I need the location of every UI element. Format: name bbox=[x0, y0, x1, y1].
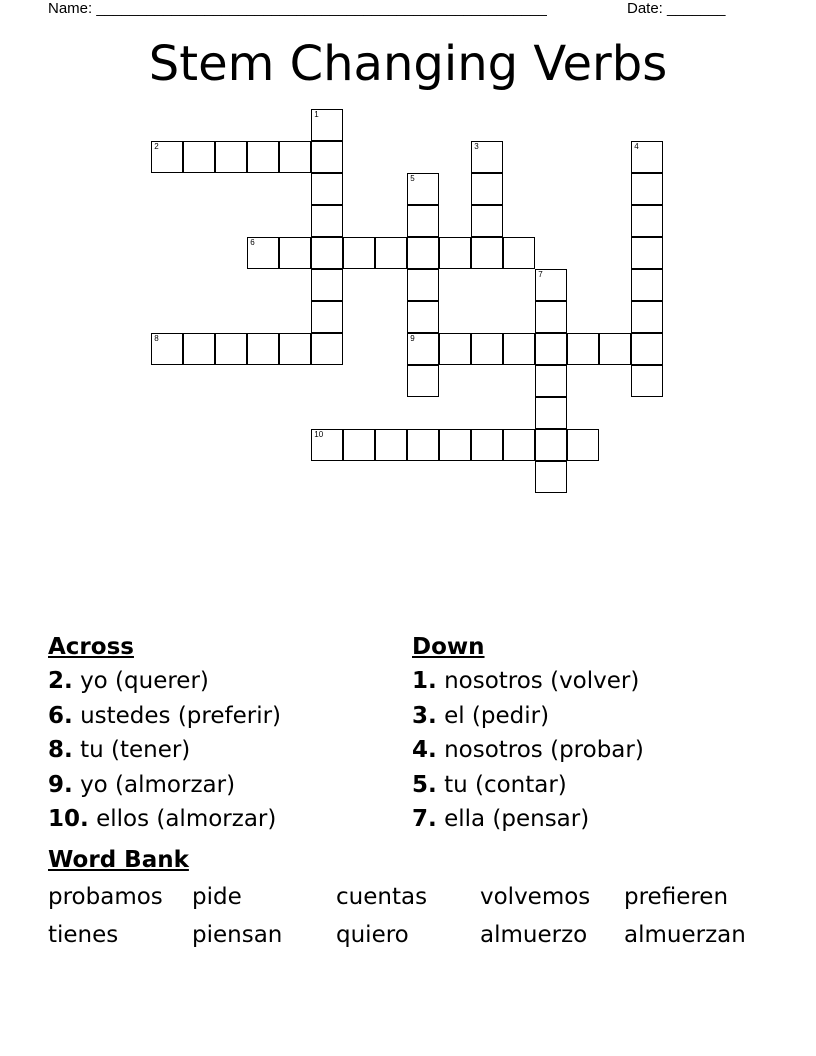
crossword-cell[interactable] bbox=[631, 301, 663, 333]
clue-number: 5 bbox=[410, 174, 415, 184]
down-clue: 5. tu (contar) bbox=[412, 771, 567, 798]
crossword-cell[interactable] bbox=[215, 333, 247, 365]
crossword-cell[interactable] bbox=[535, 333, 567, 365]
crossword-cell[interactable] bbox=[311, 429, 343, 461]
crossword-cell[interactable] bbox=[407, 237, 439, 269]
clue-number: 10 bbox=[314, 430, 324, 440]
crossword-cell[interactable] bbox=[407, 173, 439, 205]
crossword-cell[interactable] bbox=[631, 141, 663, 173]
down-heading: Down bbox=[412, 634, 485, 660]
word-bank-item: piensan bbox=[192, 922, 283, 948]
crossword-cell[interactable] bbox=[471, 333, 503, 365]
down-clue: 1. nosotros (volver) bbox=[412, 668, 640, 694]
crossword-cell[interactable] bbox=[599, 333, 631, 365]
date-field[interactable]: Date: _______ bbox=[627, 0, 726, 17]
down-clue: 4. nosotros (probar) bbox=[412, 737, 644, 763]
crossword-cell[interactable] bbox=[631, 237, 663, 269]
crossword-cell[interactable] bbox=[535, 301, 567, 333]
crossword-cell[interactable] bbox=[311, 333, 343, 365]
crossword-cell[interactable] bbox=[471, 141, 503, 173]
crossword-cell[interactable] bbox=[631, 333, 663, 365]
crossword-cell[interactable] bbox=[183, 141, 215, 173]
crossword-cell[interactable] bbox=[311, 109, 343, 141]
across-clue: 10. ellos (almorzar) bbox=[48, 806, 277, 832]
crossword-cell[interactable] bbox=[471, 237, 503, 269]
crossword-cell[interactable] bbox=[343, 237, 375, 269]
across-clue: 6. ustedes (preferir) bbox=[48, 702, 282, 729]
crossword-cell[interactable] bbox=[247, 237, 279, 269]
clue-number: 6 bbox=[250, 238, 255, 248]
across-clue: 2. yo (querer) bbox=[48, 668, 209, 694]
clue-number: 4 bbox=[634, 142, 639, 152]
crossword-cell[interactable] bbox=[535, 365, 567, 397]
crossword-cell[interactable] bbox=[535, 397, 567, 429]
down-clues bbox=[412, 630, 644, 837]
crossword-cell[interactable] bbox=[535, 269, 567, 301]
clue-number: 3 bbox=[474, 142, 479, 152]
crossword-cell[interactable] bbox=[407, 301, 439, 333]
crossword-cell[interactable] bbox=[439, 333, 471, 365]
down-clue: 7. ella (pensar) bbox=[412, 806, 590, 832]
crossword-cell[interactable] bbox=[439, 237, 471, 269]
crossword-cell[interactable] bbox=[375, 237, 407, 269]
crossword-cell[interactable] bbox=[311, 301, 343, 333]
crossword-cell[interactable] bbox=[535, 461, 567, 493]
crossword-cell[interactable] bbox=[247, 333, 279, 365]
word-bank-item: almuerzan bbox=[624, 922, 746, 948]
crossword-cell[interactable] bbox=[311, 141, 343, 173]
crossword-cell[interactable] bbox=[471, 173, 503, 205]
crossword-cell[interactable] bbox=[631, 269, 663, 301]
crossword-cell[interactable] bbox=[567, 429, 599, 461]
word-bank-heading: Word Bank bbox=[48, 847, 189, 873]
crossword-cell[interactable] bbox=[631, 365, 663, 397]
word-bank-item: almuerzo bbox=[480, 922, 588, 948]
crossword-cell[interactable] bbox=[407, 205, 439, 237]
word-bank-item: volvemos bbox=[480, 884, 591, 910]
page-title: Stem Changing Verbs bbox=[148, 36, 668, 92]
clue-number: 9 bbox=[410, 334, 415, 344]
crossword-cell[interactable] bbox=[279, 333, 311, 365]
crossword-cell[interactable] bbox=[215, 141, 247, 173]
crossword-cell[interactable] bbox=[151, 141, 183, 173]
crossword-cell[interactable] bbox=[503, 333, 535, 365]
crossword-cell[interactable] bbox=[503, 429, 535, 461]
across-clues bbox=[48, 630, 281, 837]
crossword-cell[interactable] bbox=[471, 205, 503, 237]
word-bank-item: cuentas bbox=[336, 884, 428, 910]
word-bank-item: tienes bbox=[48, 922, 119, 948]
crossword-cell[interactable] bbox=[439, 429, 471, 461]
crossword-cell[interactable] bbox=[503, 237, 535, 269]
crossword-cell[interactable] bbox=[343, 429, 375, 461]
across-clue: 8. tu (tener) bbox=[48, 737, 191, 763]
clue-number: 8 bbox=[154, 334, 159, 344]
crossword-cell[interactable] bbox=[311, 237, 343, 269]
crossword-cell[interactable] bbox=[567, 333, 599, 365]
down-clue: 3. el (pedir) bbox=[412, 702, 550, 729]
across-clue: 9. yo (almorzar) bbox=[48, 771, 236, 798]
crossword-cell[interactable] bbox=[407, 333, 439, 365]
word-bank-item: prefieren bbox=[624, 884, 729, 910]
crossword-cell[interactable] bbox=[407, 365, 439, 397]
crossword-cell[interactable] bbox=[407, 429, 439, 461]
crossword-cell[interactable] bbox=[279, 237, 311, 269]
crossword-cell[interactable] bbox=[311, 269, 343, 301]
crossword-cell[interactable] bbox=[631, 173, 663, 205]
crossword-cell[interactable] bbox=[151, 333, 183, 365]
word-bank-item: quiero bbox=[336, 922, 409, 948]
crossword-cell[interactable] bbox=[407, 269, 439, 301]
clue-number: 1 bbox=[314, 110, 319, 120]
clue-number: 7 bbox=[538, 270, 543, 280]
crossword-cell[interactable] bbox=[471, 429, 503, 461]
crossword-cell[interactable] bbox=[183, 333, 215, 365]
clue-number: 2 bbox=[154, 142, 159, 152]
word-bank-item: probamos bbox=[48, 884, 163, 910]
crossword-cell[interactable] bbox=[279, 141, 311, 173]
crossword-cell[interactable] bbox=[311, 205, 343, 237]
crossword-cell[interactable] bbox=[311, 173, 343, 205]
crossword-cell[interactable] bbox=[375, 429, 407, 461]
crossword-grid bbox=[0, 0, 816, 520]
name-field[interactable]: Name: ______________________________________________________ bbox=[48, 0, 547, 17]
word-bank-item: pide bbox=[192, 884, 242, 910]
across-heading: Across bbox=[48, 634, 134, 660]
crossword-cell[interactable] bbox=[535, 429, 567, 461]
crossword-cell[interactable] bbox=[247, 141, 279, 173]
crossword-cell[interactable] bbox=[631, 205, 663, 237]
